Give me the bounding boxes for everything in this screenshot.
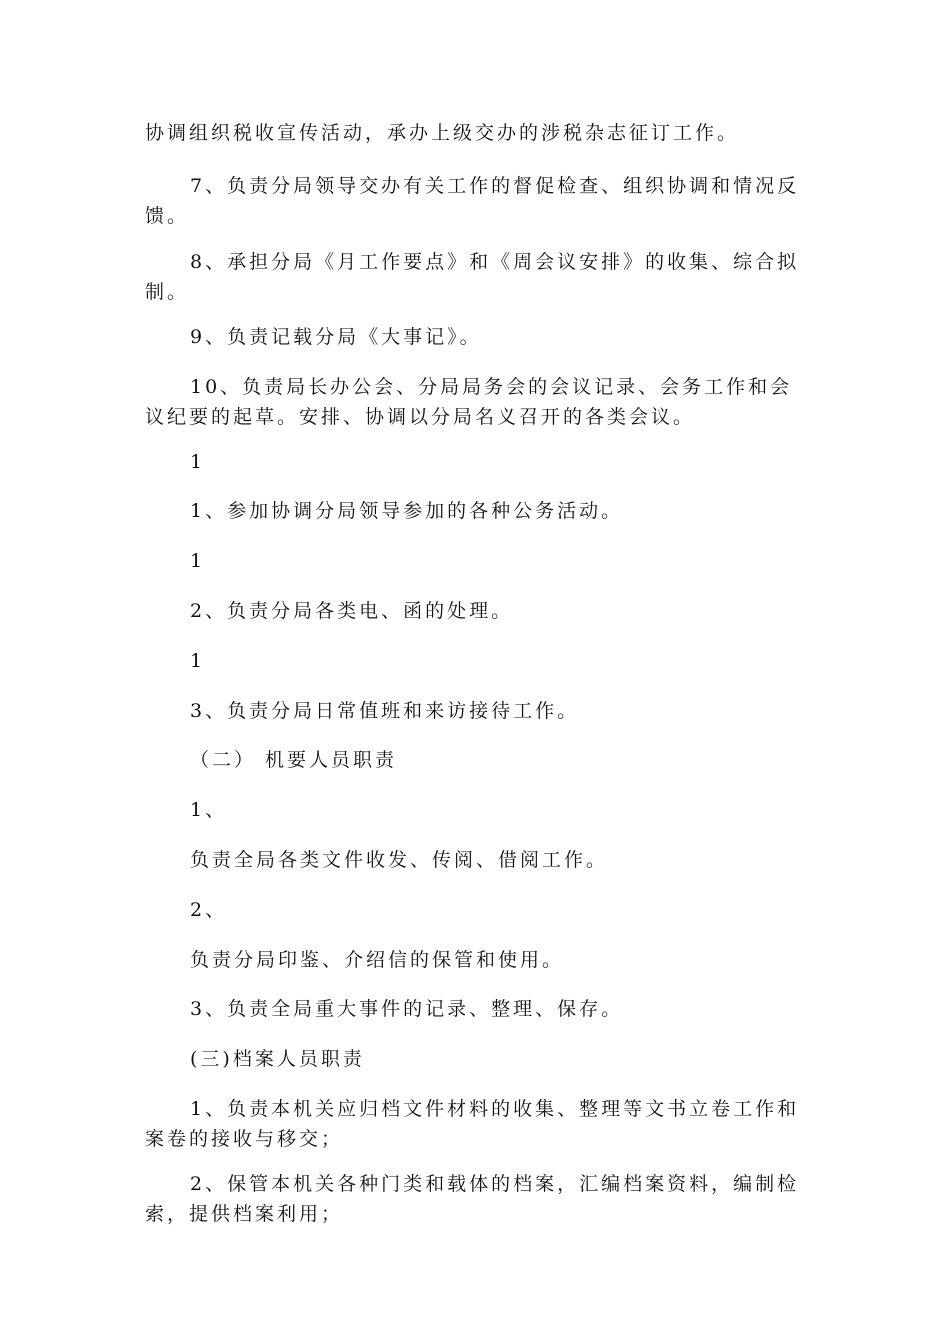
paragraph-numeral: 1: [190, 650, 206, 672]
paragraph-archives-2: 2、保管本机关各种门类和载体的档案，汇编档案资料，编制检索，提供档案利用；: [145, 1173, 800, 1225]
paragraph-item-11: 1、参加协调分局领导参加的各种公务活动。: [190, 500, 624, 522]
paragraph-confidential-1-number: 1、: [190, 799, 228, 821]
paragraph-numeral: 1: [190, 550, 206, 572]
paragraph-confidential-1-text: 负责全局各类文件收发、传阅、借阅工作。: [190, 849, 609, 871]
paragraph-item-9: 9、负责记载分局《大事记》。: [190, 326, 482, 348]
paragraph-confidential-2-text: 负责分局印鉴、介绍信的保管和使用。: [190, 949, 565, 971]
section-heading-confidential: （二） 机要人员职责: [190, 749, 398, 771]
paragraph-item-13: 3、负责分局日常值班和来访接待工作。: [190, 700, 580, 722]
paragraph-archives-1: 1、负责本机关应归档文件材料的收集、整理等文书立卷工作和案卷的接收与移交；: [145, 1098, 800, 1150]
paragraph-confidential-3: 3、负责全局重大事件的记录、整理、保存。: [190, 998, 624, 1020]
paragraph-item-8: 8、承担分局《月工作要点》和《周会议安排》的收集、综合拟制。: [145, 251, 800, 303]
paragraph-item-7: 7、负责分局领导交办有关工作的督促检查、组织协调和情况反馈。: [145, 175, 800, 227]
paragraph-numeral: 1: [190, 451, 206, 473]
paragraph-tax-publicity: 协调组织税收宣传活动，承办上级交办的涉税杂志征订工作。: [145, 122, 740, 144]
paragraph-item-12: 2、负责分局各类电、函的处理。: [190, 600, 514, 622]
paragraph-item-10: 10、负责局长办公会、分局局务会的会议记录、会务工作和会议纪要的起草。安排、协调以分局名义召开的各类会议。: [145, 376, 793, 428]
section-heading-archives: (三)档案人员职责: [190, 1048, 365, 1070]
paragraph-confidential-2-number: 2、: [190, 899, 228, 921]
